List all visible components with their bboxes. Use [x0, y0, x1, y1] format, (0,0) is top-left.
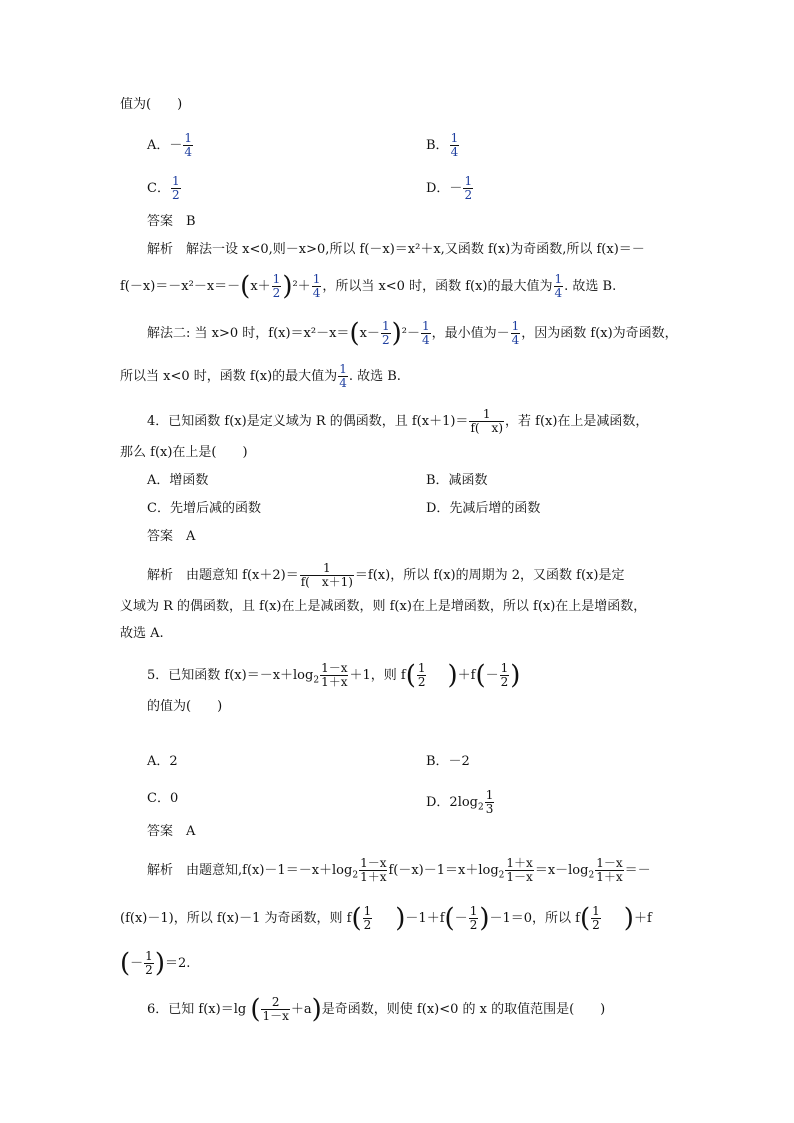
q4-option-d: D．先减后增的函数: [426, 501, 541, 516]
q4-analysis-2: 义域为 R 的偶函数，且 f(x)在上是减函数，则 f(x)在上是增函数，所以 f(x)在上是增函数，: [120, 599, 647, 614]
q4-stem-2: 那么 f(x)在上是( ): [120, 445, 248, 460]
q5-option-d: D．$2\log_2$ $\frac{1}{3}$: [426, 788, 494, 816]
q3-option-d: D．－ $\frac{1}{2}$: [426, 174, 473, 202]
q3-analysis-3: 解法二: 当 x>0 时，f(x)＝x²－x＝(x－ $\frac{1}{2}$ )²－ $\frac{1}{4}$ ，最小值为－ $\frac{1}{4}$ ，因为函数 f(x)为奇函数，: [147, 318, 678, 349]
q4-analysis-1: 解析 由题意知 f(x＋2)＝ $\frac{1}{f( x+1)}$ ＝f(x)，所以 f(x)的周期为 2，又函数 f(x)是定: [147, 561, 625, 589]
q5-analysis-1: 解析 由题意知$,f(x)-1=-x+\log_2$ $\frac{1-x}{1+x}$ $f(-x)-1=x+\log_2$ $\frac{1+x}{1-x}$ $=x-\log_2$ $\frac{1-x}{1+x}$ ＝－: [147, 856, 651, 884]
q4-option-a: A．增函数: [147, 473, 209, 488]
q4-option-b: B．减函数: [426, 473, 488, 488]
q5-option-b: B．－2: [426, 754, 470, 769]
q4-answer: 答案 A: [147, 529, 196, 544]
q5-stem-tail: 的值为( ): [147, 699, 223, 714]
q5-analysis-2: (f(x)－1)，所以 f(x)－1 为奇函数，则 f( $\frac{1}{2}$ )－1＋f(－ $\frac{1}{2}$ )－1＝0，所以 f( $\frac{1}{2}$ )＋f: [120, 903, 652, 934]
q3-option-a: A．－ $\frac{1}{4}$: [147, 131, 193, 159]
q3-analysis-4: 所以当 x<0 时，函数 f(x)的最大值为 $\frac{1}{4}$ . 故选 B.: [120, 362, 401, 390]
q4-analysis-3: 故选 A.: [120, 626, 164, 641]
q3-option-c: C． $\frac{1}{2}$: [147, 174, 180, 202]
q4-stem-1: 4．已知函数 f(x)是定义域为 R 的偶函数，且 f(x＋1)＝ $\frac{1}{f( x)}$ ，若 f(x)在上是减函数，: [147, 407, 649, 435]
q6-stem: 6．已知 f(x)＝lg ( $\frac{2}{1-x}$ ＋a)是奇函数，则使 f(x)<0 的 x 的取值范围是( ): [147, 994, 606, 1025]
q5-stem: 5．已知函数 $f(x)=-x+\log_2$ $\frac{1-x}{1+x}$ ＋1，则 f( $\frac{1}{2}$ )＋f(－ $\frac{1}{2}$ ): [147, 660, 521, 691]
q3-answer: 答案 B: [147, 214, 196, 229]
q5-answer: 答案 A: [147, 824, 196, 839]
q3-stem-tail: 值为( ): [120, 97, 183, 112]
q3-analysis-2: f(－x)＝－x²－x＝－(x＋ $\frac{1}{2}$ )²＋ $\frac{1}{4}$ ，所以当 x<0 时，函数 f(x)的最大值为 $\frac{1}{4}$ . 故选 B.: [120, 271, 617, 302]
q4-option-c: C．先增后减的函数: [147, 501, 261, 516]
q5-option-c: C．0: [147, 791, 179, 806]
q5-analysis-3: (－ $\frac{1}{2}$ )＝2.: [120, 948, 191, 979]
q3-option-b: B． $\frac{1}{4}$: [426, 131, 459, 159]
q5-option-a: A．2: [147, 754, 178, 769]
q3-analysis-1: 解析 解法一设 x<0,则－x>0,所以 f(－x)＝x²＋x,又函数 f(x)为奇函数,所以 f(x)＝－: [147, 242, 645, 257]
